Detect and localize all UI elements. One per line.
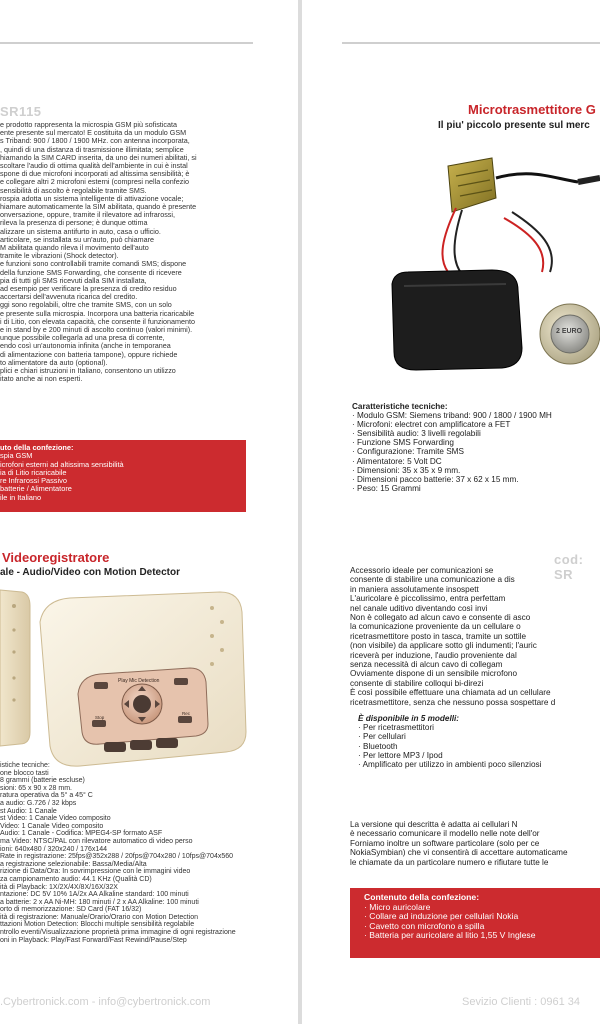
package-item: icrofoni esterni ad altissima sensibilità [0, 459, 124, 469]
bullet-icon: · [358, 741, 364, 751]
device-brand-label: Play Mic Detection [118, 678, 160, 684]
intro-line: tramite le vibrazioni (Shock detector). [0, 251, 119, 261]
spec-item-text: Funzione SMS Forwarding [357, 438, 454, 448]
model-item-text: Per cellulari [363, 732, 406, 742]
bullet-icon: · [352, 411, 358, 421]
spec-item-text: Dimensioni pacco batterie: 37 x 62 x 15 mm. [357, 474, 519, 484]
model-item-text: Per ricetrasmettitori [363, 723, 434, 732]
intro-line: e collegare altri 2 microfoni esterni (compresi nella confezio [0, 177, 189, 187]
intro-line: hiamare automaticamente la SIM abilitata, quando è presente [0, 202, 197, 212]
model-item [358, 751, 600, 760]
spec-line: ma Video: NTSC/PAL con rilevatore automatico di video perso [0, 837, 193, 845]
compatibility-line: è necessario comunicare il modello nelle note dell'or [350, 829, 540, 839]
spec-line: oni in Playback: Play/Fast Forward/Fast Rewind/Pause/Step [0, 936, 187, 944]
intro-line: scoltare l'audio di ottima qualità dell'ambiente in cui è instal [0, 161, 188, 171]
package-contents-title-right: Contenuto della confezione: [364, 892, 480, 902]
description-line: ricetrasmettitore, senza che nessuno possa sospettare d [350, 697, 556, 707]
spec-line: sioni: 65 x 90 x 28 mm. [0, 784, 72, 792]
package-item: re Infrarossi Passivo [0, 476, 67, 486]
intro-line: spone di due microfoni incorporati ad altissima sensibilità; è [0, 169, 190, 179]
product-image-right [352, 138, 600, 400]
spec-item-text: Alimentatore: 5 Volt DC [356, 456, 442, 466]
spec-line: Audio: 1 Canale - Codifica: MPEG4-SP formato ASF [0, 830, 163, 838]
package-item-right [364, 931, 600, 941]
intro-line: pia di tutti gli SMS ricevuti dalla SIM installata, [0, 275, 147, 285]
package-contents-box-right [350, 888, 600, 958]
bullet-icon: · [358, 732, 364, 742]
top-divider-right [342, 42, 600, 44]
spec-item [352, 438, 600, 447]
spec-line: ità di Playback: 1X/2X/4X/8X/16X/32X [0, 883, 118, 891]
package-item-right-text: Batteria per auricolare al litio 1,55 V Inglese [369, 930, 536, 941]
spec-line: Rate in registrazione: 25fps@352x288 / 20fps@704x280 / 10fps@704x560 [0, 853, 234, 861]
spec-line: ttazioni Motion Detection: Blocchi multiple sensibilità regolabile [0, 921, 195, 929]
package-item-right-text: Cavetto con microfono a spilla [369, 920, 485, 931]
bullet-icon: · [352, 465, 358, 475]
model-item [358, 723, 600, 732]
intro-line: e in stand by e 200 minuti di ascolto continuo (valori minimi). [0, 325, 193, 335]
intro-line: articolare, se installata su un'auto, può chiamare [0, 234, 154, 244]
spec-item [352, 429, 600, 438]
recorder-illustration [0, 582, 250, 772]
package-contents-title: uto della confezione: [0, 443, 74, 452]
spec-line: 8 grammi (batterie escluse) [0, 777, 85, 785]
intro-line: hiamando la SIM CARD inserita, da uno dei numeri abilitati, si [0, 152, 197, 162]
intro-line: di alimentazione con batteria tampone), oppure richiede [0, 349, 178, 359]
intro-line: endo così un'autonomia infinita (anche in temporanea [0, 341, 171, 351]
package-contents-list-right [364, 903, 600, 941]
bullet-icon: · [352, 447, 358, 457]
spec-line: ntrollo eventi/Visualizzazione proprietà prima immagine di ogni registrazione [0, 929, 236, 937]
intro-text [0, 121, 245, 384]
microtransmitter-illustration [352, 138, 600, 400]
spec-item [352, 466, 600, 475]
model-item-text: Amplificato per utilizzo in ambienti poco silenziosi [362, 760, 542, 770]
intro-line: della funzione SMS Forwarding, che consente di ricevere [0, 267, 182, 277]
spec-item-text: Configurazione: Tramite SMS [357, 447, 464, 457]
compatibility-line: NokiaSymbian) che vi consentirà di accettare automaticame [350, 848, 568, 858]
product-code: SR115 [0, 104, 42, 119]
spec-line: rizione di Data/Ora: In sovrimpressione con le immagini video [0, 868, 191, 876]
package-item: ile in Italiano [0, 492, 42, 502]
package-contents-list [0, 452, 246, 502]
bullet-icon: · [352, 420, 358, 430]
product-title: Videoregistratore [2, 550, 110, 565]
spec-line: ntazione: DC 5V 10% 1A/2x AA Alkaline standard: 100 minuti [0, 891, 189, 899]
spec-line: za campionamento audio: 44.1 KHz (Qualità CD) [0, 875, 152, 883]
spec-item-text: Peso: 15 Grammi [357, 483, 421, 493]
description-line: consente di stabilire colloqui bi-direzi [350, 678, 484, 688]
description-line: Ovviamente dispone di un sensibile microfono [350, 669, 518, 679]
spec-line: ioni: 640x480 / 320x240 / 176x144 [0, 845, 108, 853]
product-code-right: cod: SR [554, 552, 584, 582]
intro-line: ad esempio per verificare la presenza di credito residuo [0, 284, 177, 294]
product-subtitle-right: Il piu' piccolo presente sul merc [438, 120, 590, 131]
spec-item-text: Sensibilità audio: 3 livelli regolabili [357, 429, 481, 439]
intro-line: , quindi di una distanza di trasmissione illimitata; semplice [0, 144, 184, 154]
intro-line: e presente sulla microspia. Incorpora una batteria ricaricabile [0, 308, 195, 318]
intro-line: to alimentatore da auto (optional). [0, 357, 108, 367]
description-line: È così possibile effettuare una chiamata ad un cellulare [350, 688, 551, 698]
spec-item [352, 411, 600, 420]
package-item: ia di Litio ricaricabile [0, 467, 67, 477]
intro-line: ente presente sul mercato! E costituita da un modulo GSM [0, 128, 187, 138]
device-stop-label: Stop [95, 715, 105, 720]
technical-specs [0, 762, 250, 944]
bullet-icon: · [364, 920, 370, 931]
spec-item [352, 475, 600, 484]
model-item [358, 732, 600, 741]
models-section [358, 714, 600, 769]
description-line: consente di stabilire una comunicazione a dis [350, 575, 515, 585]
right-page [302, 0, 600, 1024]
description-line: la comunicazione proveniente da un cellulare o [350, 622, 521, 632]
coin-label: 2 EURO [556, 328, 583, 335]
package-contents-box [0, 440, 246, 512]
right-footer: Sevizio Clienti : 0961 34 [462, 996, 581, 1008]
spec-line: orto di memorizzazione: SD Card (FAT 16/32) [0, 906, 142, 914]
intro-line: alizzare un sistema antifurto in auto, casa o ufficio. [0, 226, 161, 236]
bullet-icon: · [364, 930, 370, 941]
spec-line: a registrazione selezionabile: Bassa/Media/Alta [0, 860, 147, 868]
bullet-icon: · [352, 483, 358, 493]
spec-line: ità di registrazione: Manuale/Orario/Orario con Motion Detection [0, 913, 199, 921]
spec-line: ratura operativa da 5° a 45° C [0, 792, 93, 800]
package-item: spia GSM [0, 451, 33, 461]
description-line: nel canale uditivo diventando così invi [350, 603, 488, 613]
spec-line: Video: 1 Canale Video composito [0, 822, 104, 830]
bullet-icon: · [364, 911, 370, 922]
model-item [358, 760, 600, 769]
intro-line: rileva la presenza di persone; è dunque ottima [0, 218, 148, 228]
intro-line: onversazione, oppure, tramite il rilevatore ad infrarossi, [0, 210, 175, 220]
bullet-icon: · [358, 760, 363, 770]
bullet-icon: · [358, 750, 364, 760]
intro-line: itato anche ai non esperti. [0, 374, 83, 384]
compatibility-text [350, 820, 600, 867]
spec-line: a audio: G.726 / 32 kbps [0, 799, 77, 807]
intro-line: e funzioni sono controllabili tramite comandi SMS; dispone [0, 259, 187, 269]
package-item: batterie / Alimentatore [0, 484, 72, 494]
product-description [350, 566, 600, 707]
compatibility-line: La versione qui descritta è adatta ai cellulari N [350, 820, 518, 829]
spec-item [352, 447, 600, 456]
left-page [0, 0, 298, 1024]
description-line: (non visibile) da applicare sotto gli indumenti; l'auric [350, 641, 537, 651]
spec-line: one blocco tasti [0, 769, 49, 777]
bullet-icon: · [352, 438, 358, 448]
technical-specs-right [352, 402, 600, 493]
intro-line: sensibilità di ascolto è regolabile tramite SMS. [0, 185, 147, 195]
spec-item-text: Dimensioni: 35 x 35 x 9 mm. [357, 465, 461, 475]
bullet-icon: · [352, 456, 357, 466]
model-item [358, 742, 600, 751]
spec-line: st Audio: 1 Canale [0, 807, 57, 815]
intro-line: ggi sono regolabili, oltre che tramite SMS, con un solo [0, 300, 172, 310]
description-line: in maniera assolutamente insospett [350, 584, 479, 594]
description-line: Accessorio ideale per comunicazioni se [350, 566, 494, 575]
model-item-text: Bluetooth [363, 741, 398, 751]
product-title-right: Microtrasmettitore G [468, 102, 596, 117]
models-list [358, 723, 600, 769]
product-subtitle: ale - Audio/Video con Motion Detector [0, 567, 181, 578]
bullet-icon: · [352, 429, 358, 439]
intro-line: plici e chiari istruzioni in Italiano, consentono un utilizzo [0, 366, 176, 376]
description-line: ricetrasmettitore posto in tasca, tramite un sottile [350, 631, 527, 641]
top-divider [0, 42, 253, 44]
models-title: È disponibile in 5 modelli: [358, 714, 459, 723]
spec-item [352, 420, 600, 429]
spec-line: istiche tecniche: [0, 762, 50, 769]
intro-line: M abilitata quando rileva il movimento dell'auto [0, 243, 149, 253]
spec-title: Caratteristiche tecniche: [352, 402, 448, 411]
spec-line: a batterie: 2 x AA Ni-MH: 180 minuti / 2 x AA Alkaline: 100 minuti [0, 898, 199, 906]
compatibility-line: Forniamo inoltre un software particolare (solo per ce [350, 838, 540, 848]
compatibility-line: le chiamate da un particolare numero e rifiutare tutte le [350, 857, 549, 867]
package-item-right-text: Collare ad induzione per cellulari Nokia [369, 911, 519, 922]
intro-line: rospia adotta un sistema intelligente di attivazione vocale; [0, 193, 184, 203]
spec-item [352, 457, 600, 466]
spec-item-text: Modulo GSM: Siemens triband: 900 / 1800 / 1900 MH [357, 411, 552, 421]
bullet-icon: · [358, 723, 364, 732]
description-line: senza necessità di alcun cavo di collegam [350, 660, 503, 670]
description-line: Non è collegato ad alcun cavo e consente di asco [350, 613, 531, 623]
product-image [0, 582, 250, 772]
intro-line: e prodotto rappresenta la microspia GSM più sofisticata [0, 120, 177, 129]
intro-line: unque possibile collegarla ad una presa di corrente, [0, 333, 165, 343]
intro-line: accertarsi dell'avvenuta ricarica del credito. [0, 292, 138, 302]
description-line: riceverà per induzione, l'audio proveniente dal [350, 650, 517, 660]
device-rec-label: Rec [182, 711, 191, 716]
spec-item-text: Microfoni: electret con amplificatore a FET [357, 420, 511, 430]
left-footer: .Cybertronick.com - info@cybertronick.com [0, 996, 211, 1008]
spec-item [352, 484, 600, 493]
spec-line: st Video: 1 Canale Video composito [0, 815, 111, 823]
intro-line: s Triband: 900 / 1800 / 1900 MHz. con antenna incorporata, [0, 136, 190, 146]
intro-line: i di Litio, con elevata capacità, che consente il funzionamento [0, 316, 195, 326]
description-line: L'auricolare è piccolissimo, entra perfettam [350, 594, 506, 604]
package-item-right-text: Micro auricolare [369, 901, 431, 912]
bullet-icon: · [352, 474, 358, 484]
bullet-icon: · [364, 901, 370, 912]
model-item-text: Per lettore MP3 / Ipod [363, 750, 443, 760]
